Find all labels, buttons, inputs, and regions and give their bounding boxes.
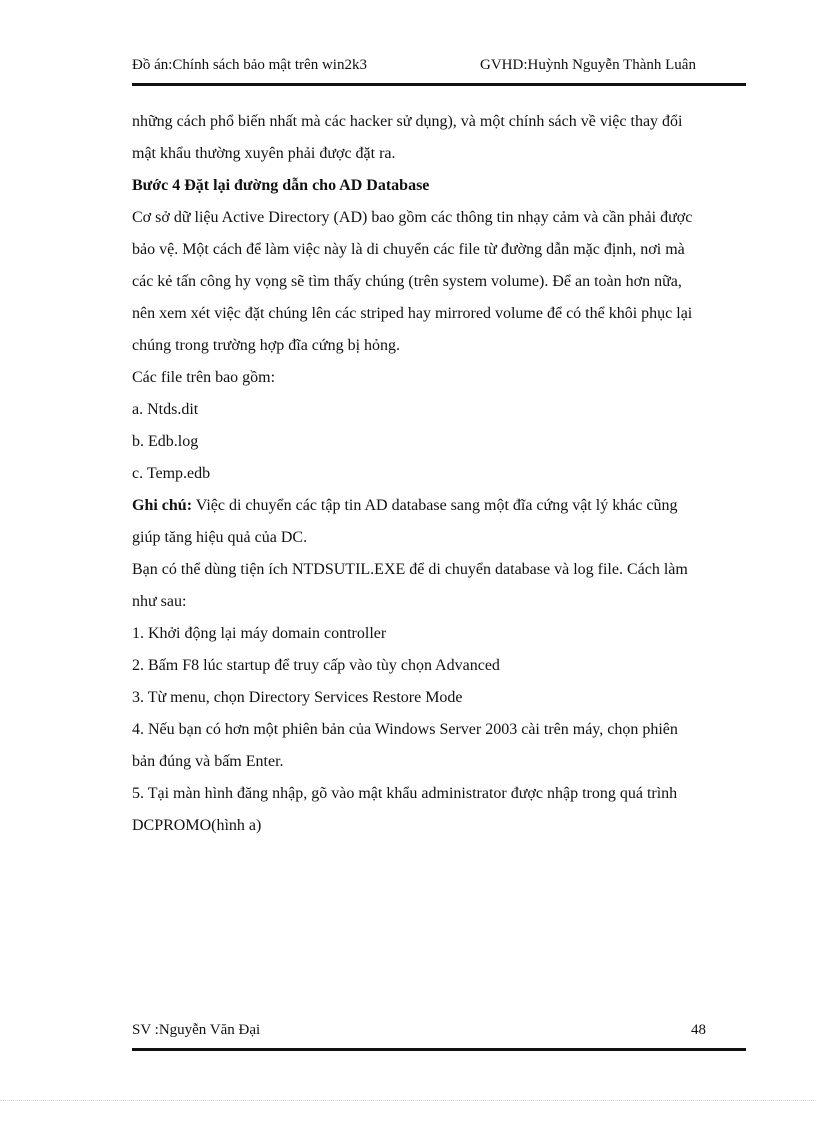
body-line: chúng trong trường hợp đĩa cứng bị hỏng. — [132, 337, 401, 354]
body-line: những cách phổ biến nhất mà các hacker sử dụng), và một chính sách về việc thay đổi — [132, 113, 683, 130]
step-item: 3. Từ menu, chọn Directory Services Restore Mode — [132, 689, 463, 706]
step-item: 2. Bấm F8 lúc startup để truy cấp vào tùy chọn Advanced — [132, 657, 500, 674]
body-line: giúp tăng hiệu quả của DC. — [132, 529, 308, 546]
document-body — [132, 106, 744, 842]
page-number: 48 — [691, 1022, 706, 1038]
note-label: Ghi chú: — [132, 497, 193, 514]
body-line: như sau: — [132, 593, 187, 610]
body-line: bảo vệ. Một cách để làm việc này là di chuyển các file từ đường dẫn mặc định, nơi mà — [132, 241, 685, 258]
note-text: Việc di chuyển các tập tin AD database sang một đĩa cứng vật lý khác cũng — [192, 497, 678, 514]
body-line: các kẻ tấn công hy vọng sẽ tìm thấy chúng (trên system volume). Để an toàn hơn nữa, — [132, 273, 682, 290]
body-line: nên xem xét việc đặt chúng lên các striped hay mirrored volume để có thể khôi phục lại — [132, 305, 693, 322]
list-item: c. Temp.edb — [132, 465, 211, 482]
step-item: DCPROMO(hình a) — [132, 817, 262, 834]
header-title: Đồ án:Chính sách bảo mật trên win2k3 — [132, 57, 367, 73]
page-edge-divider — [0, 1100, 816, 1102]
step-item: 4. Nếu bạn có hơn một phiên bản của Windows Server 2003 cài trên máy, chọn phiên — [132, 721, 678, 738]
step-item: 1. Khởi động lại máy domain controller — [132, 625, 387, 642]
body-line: Các file trên bao gồm: — [132, 369, 276, 386]
footer-rule — [132, 1048, 746, 1051]
list-item: b. Edb.log — [132, 433, 199, 450]
footer-student: SV :Nguyễn Văn Đại — [132, 1022, 261, 1038]
note-line — [132, 490, 744, 522]
header-advisor: GVHD:Huỳnh Nguyễn Thành Luân — [480, 57, 696, 73]
header-rule — [132, 83, 746, 86]
page-header — [132, 56, 714, 74]
body-line: Bạn có thể dùng tiện ích NTDSUTIL.EXE để di chuyển database và log file. Cách làm — [132, 561, 688, 578]
body-line: Cơ sở dữ liệu Active Directory (AD) bao gồm các thông tin nhạy cảm và cần phải được — [132, 209, 693, 226]
page-footer — [132, 1021, 714, 1039]
step-item: bản đúng và bấm Enter. — [132, 753, 284, 770]
section-heading: Bước 4 Đặt lại đường dẫn cho AD Database — [132, 177, 430, 194]
list-item: a. Ntds.dit — [132, 401, 199, 418]
body-line: mật khẩu thường xuyên phải được đặt ra. — [132, 145, 396, 162]
step-item: 5. Tại màn hình đăng nhập, gõ vào mật khẩu administrator được nhập trong quá trình — [132, 785, 678, 802]
